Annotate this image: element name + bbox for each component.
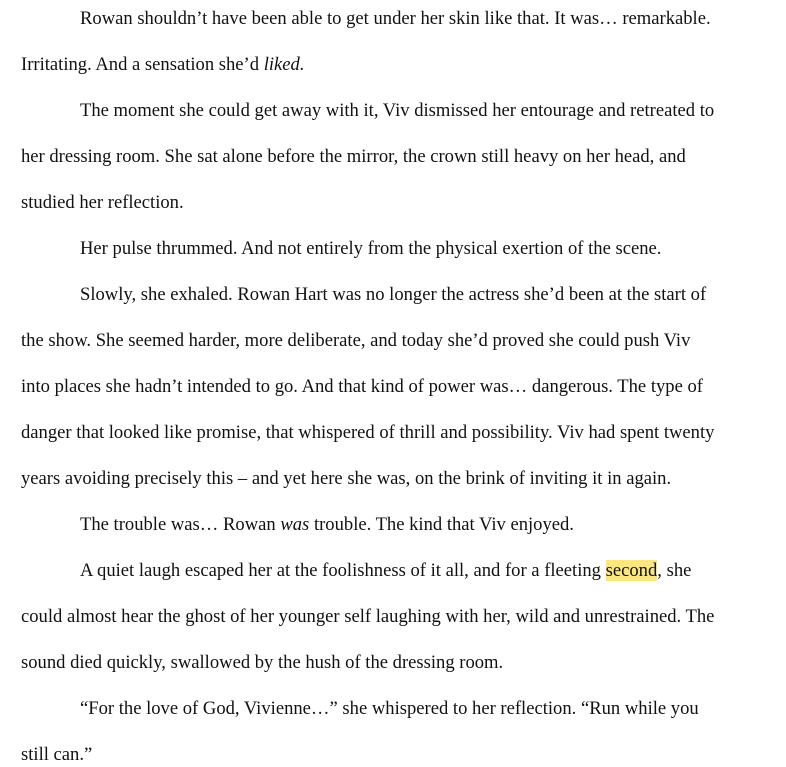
text-line	[21, 605, 714, 629]
text-run: trouble. The kind that Viv enjoyed.	[309, 514, 574, 535]
text-line	[21, 421, 714, 445]
text-run: , she	[657, 560, 692, 581]
highlighted-text: second	[605, 560, 658, 581]
text-run: Slowly, she exhaled. Rowan Hart was no longer the actress she’d been at the start of	[80, 284, 707, 305]
text-line	[21, 375, 703, 399]
text-line	[80, 237, 661, 261]
text-run: years avoiding precisely this – and yet here she was, on the brink of inviting it in again.	[21, 468, 672, 489]
text-run: studied her reflection.	[21, 192, 184, 213]
text-line	[80, 7, 711, 31]
text-run: Rowan shouldn’t have been able to get under her skin like that. It was… remarkable.	[80, 8, 711, 29]
text-run: still can.”	[21, 744, 93, 765]
italic-text: liked.	[263, 54, 305, 75]
text-run: Irritating. And a sensation she’d	[21, 54, 264, 75]
italic-text: was	[280, 514, 310, 535]
text-run: could almost hear the ghost of her younger self laughing with her, wild and unrestrained. The	[21, 606, 715, 627]
text-run: the show. She seemed harder, more deliberate, and today she’d proved she could push Viv	[21, 330, 691, 351]
text-line	[21, 467, 671, 491]
text-run: “For the love of God, Vivienne…” she whispered to her reflection. “Run while you	[80, 698, 699, 719]
text-line	[80, 697, 699, 721]
text-line	[21, 651, 503, 675]
text-line	[80, 99, 714, 123]
text-run: sound died quickly, swallowed by the hush of the dressing room.	[21, 652, 504, 673]
text-run: into places she hadn’t intended to go. And that kind of power was… dangerous. The type of	[21, 376, 703, 397]
text-run: The moment she could get away with it, Viv dismissed her entourage and retreated to	[80, 100, 715, 121]
text-run: danger that looked like promise, that whispered of thrill and possibility. Viv had spent twenty	[21, 422, 715, 443]
text-run: The trouble was… Rowan	[80, 514, 281, 535]
text-line	[80, 559, 691, 583]
text-run: A quiet laugh escaped her at the foolishness of it all, and for a fleeting	[80, 560, 606, 581]
text-line	[21, 329, 690, 353]
text-run: her dressing room. She sat alone before the mirror, the crown still heavy on her head, and	[21, 146, 686, 167]
text-line	[21, 191, 184, 215]
text-line	[80, 513, 574, 537]
text-run: Her pulse thrummed. And not entirely from the physical exertion of the scene.	[80, 238, 662, 259]
text-line	[21, 53, 305, 77]
text-line	[21, 145, 686, 169]
text-line	[80, 283, 706, 307]
text-line	[21, 743, 92, 767]
